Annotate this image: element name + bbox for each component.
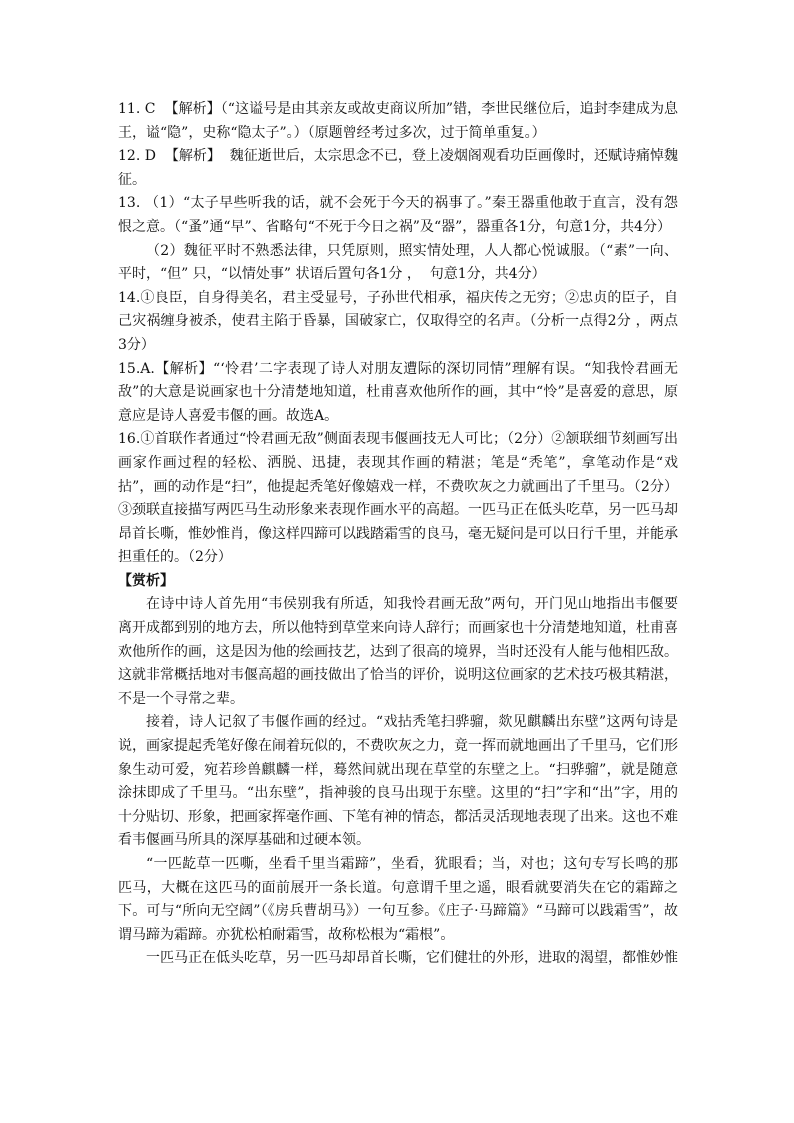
answer-12: 12. D 【解析】 魏征逝世后，太宗思念不已，登上凌烟阁观看功臣画像时，还赋诗痛悼魏征。 <box>118 148 678 188</box>
answer-13-part1: 13. （1）“太子早些听我的话，就不会死于今天的祸事了。”秦王器重他敢于直言，没有怨恨之意。（“蚤”通“早”、省略句“不死于今日之祸”及“器”，器重各1分，句意1分，共4分） <box>118 195 678 235</box>
answer-16: 16.①首联作者通过“怜君画无敌”侧面表现韦偃画技无人可比；（2分）②颔联细节刻画写出画家作画过程的轻松、洒脱、迅捷，表现其作画的精湛；笔是“秃笔”，拿笔动作是“戏拈”，画的动作是“扫”，他提起秃笔好像嬉戏一样，不费吹灰之力就画出了千里马。（2分）③颈联直接描写两匹马生动形象来表现作画水平的高超。一匹马正在低头吃草，另一匹马却昂首长嘶，惟妙惟肖，像这样四蹄可以践踏霜雪的良马，毫无疑问是可以日行千里，并能承担重任的。（2分） <box>118 431 678 566</box>
answer-13-part2: （2）魏征平时不熟悉法律，只凭原则，照实情处理，人人都心悦诚服。（“素”一向、平时，“但” 只，“以情处事” 状语后置句各1分 ， 句意1分，共4分） <box>118 242 678 283</box>
answer-11: 11. C 【解析】（“这谥号是由其亲友或故吏商议所加”错，李世民继位后，追封李建成为息王，谥“隐”，史称“隐太子”。）（原题曾经考过多次，过于简单重复。） <box>118 101 678 141</box>
answer-14: 14.①良臣，自身得美名，君主受显号，子孙世代相承，福庆传之无穷；②忠贞的臣子，自己灾祸缠身被杀，使君主陷于昏暴，国破家亡，仅取得空的名声。（分析一点得2分 ，两点3分） <box>118 289 678 353</box>
appreciation-paragraph-1: 在诗中诗人首先用“韦侯别我有所适，知我怜君画无敌”两句，开门见山地指出韦偃要离开成都到别的地方去，所以他特到草堂来向诗人辞行；而画家也十分清楚地知道，杜甫喜欢他所作的画，这是因为他的绘画技艺，达到了很高的境界，当时还没有人能与他相匹敌。这就非常概括地对韦偃高超的画技做出了恰当的评价，说明这位画家的艺术技巧极其精湛，不是一个寻常之辈。 <box>118 596 678 707</box>
appreciation-paragraph-3: “一匹龁草一匹嘶，坐看千里当霜蹄”，坐看，犹眼看；当，对也；这句专写长鸣的那匹马，大概在这匹马的面前展开一条长道。句意谓千里之遥，眼看就要消失在它的霜蹄之下。可与“所向无空阔”（《房兵曹胡马》）一句互参。《庄子·马蹄篇》“马蹄可以践霜雪”，故谓马蹄为霜蹄。亦犹松柏耐霜雪，故称松根为“霜根”。 <box>118 856 678 943</box>
appreciation-paragraph-4: 一匹马正在低头吃草，另一匹马却昂首长嘶，它们健壮的外形，进取的渴望，都惟妙惟 <box>146 950 678 967</box>
answer-15: 15.A.【解析】“‘怜君’二字表现了诗人对朋友遭际的深切同情”理解有误。“知我怜君画无敌”的大意是说画家也十分清楚地知道，杜甫喜欢他所作的画，其中“怜”是喜爱的意思，原意应是诗人喜爱韦偃的画。故选A。 <box>118 360 678 424</box>
appreciation-heading: 【赏析】 <box>118 572 174 589</box>
appreciation-paragraph-2: 接着，诗人记叙了韦偃作画的经过。“戏拈秃笔扫骅骝，欻见麒麟出东壁”这两句诗是说，画家提起秃笔好像在闹着玩似的，不费吹灰之力，竟一挥而就地画出了千里马，它们形象生动可爱，宛若珍兽麒麟一样，蓦然间就出现在草堂的东壁之上。“扫骅骝”，就是随意涂抹即成了千里马。“出东壁”，指神骏的良马出现于东壁。这里的“扫”字和“出”字，用的十分贴切、形象，把画家挥毫作画、下笔有神的情态，都活灵活现地表现了出来。这也不难看韦偃画马所具的深厚基础和过硬本领。 <box>118 714 678 849</box>
document-page <box>118 98 678 971</box>
